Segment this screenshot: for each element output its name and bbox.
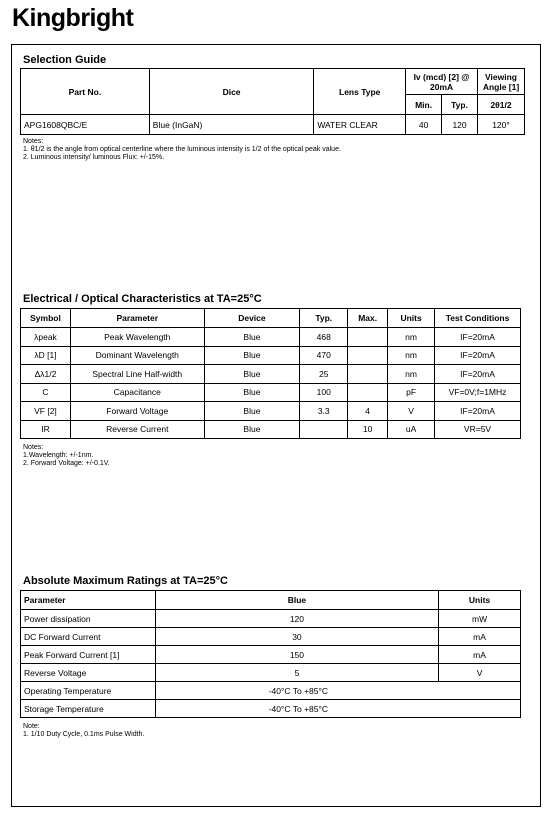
cell-viewing: 120° (478, 115, 525, 135)
note-line: 1. θ1/2 is the angle from optical centerline where the luminous intensity is 1/2 of the optical peak value. (23, 146, 341, 153)
note-line: 1.Wavelength: +/-1nm. (23, 452, 94, 459)
cell-typ: 25 (300, 365, 348, 384)
cell-parameter: Capacitance (70, 383, 204, 402)
cell-test-conditions: IF=20mA (435, 365, 521, 384)
cell-typ: 470 (300, 346, 348, 365)
cell-units: mA (439, 628, 521, 646)
cell-max (348, 365, 388, 384)
cell-symbol: λD [1] (21, 346, 71, 365)
note-line: 2. Luminous intensity/ luminous Flux: +/-15%. (23, 154, 165, 161)
cell-parameter: Power dissipation (21, 610, 156, 628)
table-row (21, 365, 521, 384)
cell-symbol: VF [2] (21, 402, 71, 421)
table-row (21, 682, 521, 700)
header-units: Units (439, 591, 521, 610)
selection-guide-table (20, 68, 525, 135)
cell-units: pF (388, 383, 435, 402)
cell-max: 10 (348, 420, 388, 439)
header-lens-type: Lens Type (314, 69, 406, 115)
cell-parameter: DC Forward Current (21, 628, 156, 646)
cell-test-conditions: VR=5V (435, 420, 521, 439)
note-line: Notes: (23, 138, 44, 145)
cell-part-no: APG1608QBC/E (21, 115, 150, 135)
selection-notes (23, 138, 341, 162)
table-row (21, 328, 521, 347)
cell-parameter: Reverse Current (70, 420, 204, 439)
header-units: Units (388, 309, 435, 328)
header-max: Max. (348, 309, 388, 328)
header-iv: Iv (mcd) [2] @ 20mA (406, 69, 478, 95)
header-theta: 2θ1/2 (478, 95, 525, 115)
cell-test-conditions: IF=20mA (435, 346, 521, 365)
header-device: Device (204, 309, 300, 328)
cell-value: -40°C To +85°C (155, 700, 520, 718)
cell-units: nm (388, 346, 435, 365)
cell-parameter: Reverse Voltage (21, 664, 156, 682)
electrical-notes (23, 444, 110, 468)
cell-parameter: Dominant Wavelength (70, 346, 204, 365)
cell-symbol: C (21, 383, 71, 402)
header-symbol: Symbol (21, 309, 71, 328)
cell-max (348, 346, 388, 365)
brand-logo: Kingbright (12, 4, 134, 32)
table-row (21, 646, 521, 664)
note-line: 1. 1/10 Duty Cycle, 0.1ms Pulse Width. (23, 731, 145, 738)
header-viewing-angle: Viewing Angle [1] (478, 69, 525, 95)
absolute-table (20, 590, 521, 718)
cell-device: Blue (204, 402, 300, 421)
cell-symbol: λpeak (21, 328, 71, 347)
cell-lens-type: WATER CLEAR (314, 115, 406, 135)
cell-parameter: Operating Temperature (21, 682, 156, 700)
table-row (21, 700, 521, 718)
cell-parameter: Peak Wavelength (70, 328, 204, 347)
cell-units: mA (439, 646, 521, 664)
cell-max (348, 383, 388, 402)
cell-device: Blue (204, 328, 300, 347)
cell-typ: 3.3 (300, 402, 348, 421)
table-row (21, 610, 521, 628)
cell-typ (300, 420, 348, 439)
electrical-title: Electrical / Optical Characteristics at TA=25°C (23, 293, 262, 305)
cell-test-conditions: VF=0V;f=1MHz (435, 383, 521, 402)
electrical-table (20, 308, 521, 439)
note-line: 2. Forward Voltage: +/-0.1V. (23, 460, 110, 467)
header-typ: Typ. (300, 309, 348, 328)
header-test-conditions: Test Conditions (435, 309, 521, 328)
cell-device: Blue (204, 420, 300, 439)
table-row (21, 664, 521, 682)
cell-min: 40 (406, 115, 442, 135)
table-row (21, 402, 521, 421)
cell-units: nm (388, 328, 435, 347)
cell-typ: 120 (442, 115, 478, 135)
cell-typ: 468 (300, 328, 348, 347)
table-row (21, 420, 521, 439)
cell-value: 5 (155, 664, 438, 682)
cell-symbol: IR (21, 420, 71, 439)
header-min: Min. (406, 95, 442, 115)
cell-max: 4 (348, 402, 388, 421)
cell-units: V (439, 664, 521, 682)
cell-parameter: Forward Voltage (70, 402, 204, 421)
cell-device: Blue (204, 365, 300, 384)
absolute-title: Absolute Maximum Ratings at TA=25°C (23, 575, 228, 587)
cell-value: 120 (155, 610, 438, 628)
note-line: Notes: (23, 444, 44, 451)
table-row (21, 346, 521, 365)
cell-value: 30 (155, 628, 438, 646)
table-row (21, 628, 521, 646)
cell-test-conditions: IF=20mA (435, 402, 521, 421)
cell-typ: 100 (300, 383, 348, 402)
selection-guide-title: Selection Guide (23, 54, 107, 66)
cell-dice: Blue (InGaN) (149, 115, 314, 135)
cell-device: Blue (204, 383, 300, 402)
header-part-no: Part No. (21, 69, 150, 115)
note-line: Note: (23, 723, 40, 730)
cell-units: mW (439, 610, 521, 628)
table-row (21, 383, 521, 402)
header-parameter: Parameter (70, 309, 204, 328)
cell-units: uA (388, 420, 435, 439)
cell-value: -40°C To +85°C (155, 682, 520, 700)
cell-parameter: Spectral Line Half-width (70, 365, 204, 384)
cell-test-conditions: IF=20mA (435, 328, 521, 347)
header-dice: Dice (149, 69, 314, 115)
cell-units: V (388, 402, 435, 421)
header-blue: Blue (155, 591, 438, 610)
table-row (21, 115, 525, 135)
cell-units: nm (388, 365, 435, 384)
absolute-notes (23, 723, 144, 739)
cell-parameter: Peak Forward Current [1] (21, 646, 156, 664)
header-parameter: Parameter (21, 591, 156, 610)
cell-value: 150 (155, 646, 438, 664)
cell-parameter: Storage Temperature (21, 700, 156, 718)
cell-symbol: Δλ1/2 (21, 365, 71, 384)
header-typ: Typ. (442, 95, 478, 115)
cell-max (348, 328, 388, 347)
cell-device: Blue (204, 346, 300, 365)
